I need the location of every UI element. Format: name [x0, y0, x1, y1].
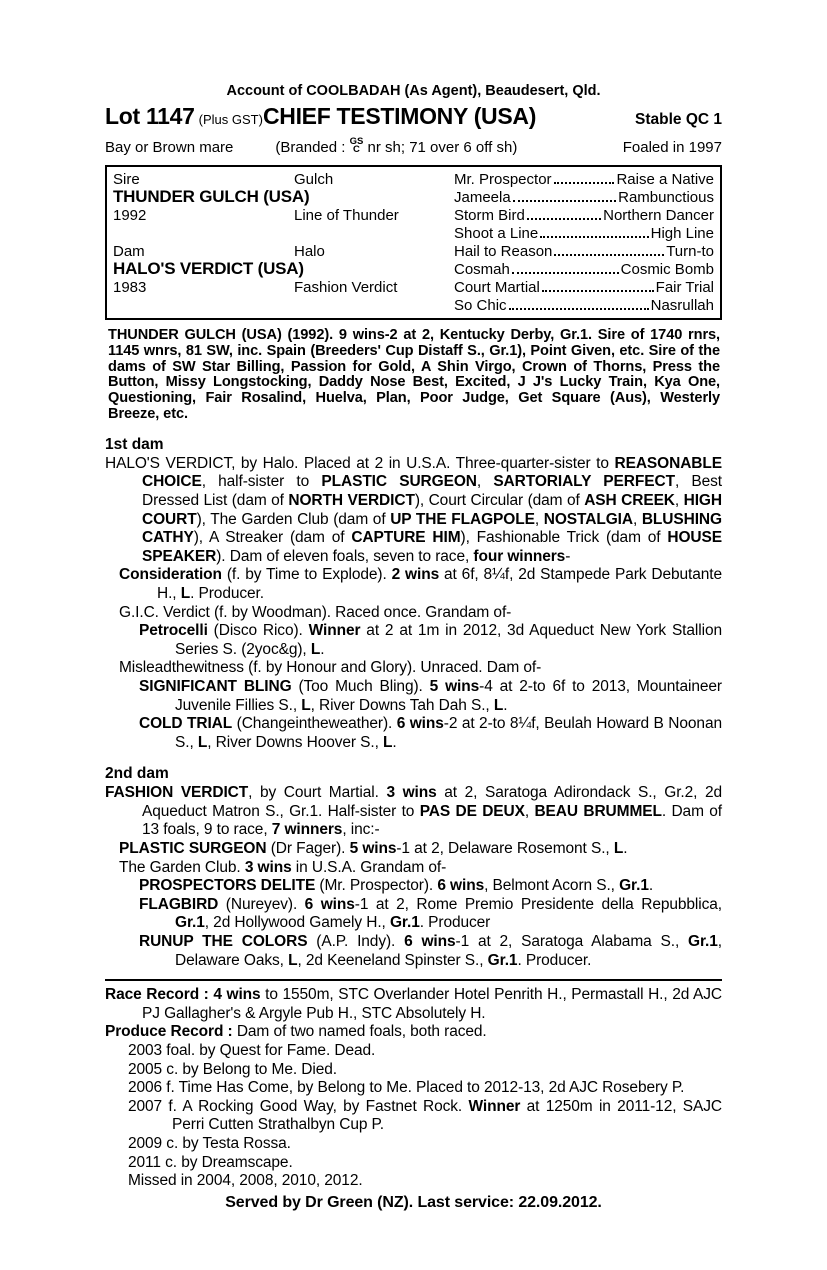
- bold-text: Petrocelli: [139, 622, 208, 640]
- paragraph: [105, 678, 722, 715]
- bold-text: 6 wins: [396, 715, 444, 733]
- text: 2011 c. by Dreamscape.: [128, 1153, 293, 1171]
- paragraph: [105, 715, 722, 752]
- ancestor-name: So Chic: [454, 296, 507, 314]
- text: , Belmont Acorn S.,: [484, 877, 620, 895]
- paragraph: [105, 1098, 722, 1135]
- text: -1 at 2, Rome Premio Presidente della Repubblica,: [354, 895, 722, 913]
- account-line: Account of COOLBADAH (As Agent), Beaudesert, Qld.: [226, 83, 601, 99]
- bold-text: 6 wins: [437, 877, 485, 895]
- paragraph: [105, 1194, 722, 1213]
- ancestor-name: Raise a Native: [616, 170, 714, 188]
- pedigree-ancestor-pair: [454, 297, 720, 314]
- text: ,: [524, 802, 535, 820]
- text: , half-sister to: [201, 473, 322, 491]
- bold-text: L: [310, 640, 321, 658]
- text: at 6f, 8¼f, 2d Stampede Park Debutante H.,: [157, 566, 722, 602]
- bold-text: SIGNIFICANT BLING: [139, 677, 292, 695]
- text: -1 at 2, Saratoga Alabama S.,: [455, 933, 689, 951]
- bold-text: four winners: [473, 547, 566, 565]
- text: , 2d Hollywood Gamely H.,: [204, 914, 390, 932]
- pedigree-ancestor-pair: [454, 225, 720, 242]
- text: ), Court Circular (dam of: [414, 491, 585, 509]
- pedigree-main-name: HALO'S VERDICT (USA): [113, 259, 304, 278]
- text: ), The Garden Club (dam of: [196, 510, 391, 528]
- text: 2009 c. by Testa Rossa.: [128, 1134, 291, 1152]
- bold-text: Gr.1: [389, 914, 420, 932]
- pedigree-ancestor-pair: [454, 279, 720, 296]
- text: . Producer: [419, 914, 491, 932]
- pedigree-label: 1992: [113, 206, 147, 224]
- bold-text: 2 wins: [391, 566, 440, 584]
- text: .: [648, 877, 654, 895]
- text: -: [565, 547, 571, 565]
- bold-text: NOSTALGIA: [543, 510, 633, 528]
- bold-text: 3 wins: [386, 784, 437, 802]
- dot-leader: [527, 218, 601, 220]
- text: at 2, Saratoga Adirondack S., Gr.2, 2d Aqueduct Matron S., Gr.1. Half-sister to: [142, 784, 723, 820]
- bold-text: SARTORIALY PERFECT: [493, 473, 675, 491]
- bold-text: CAPTURE HIM: [351, 529, 461, 547]
- pedigree-label: 1983: [113, 278, 147, 296]
- pedigree-row: [107, 188, 720, 206]
- text: (Disco Rico).: [207, 622, 309, 640]
- text: ,: [476, 473, 494, 491]
- pedigree-label: Sire: [113, 170, 140, 188]
- horse-name: CHIEF TESTIMONY (USA): [262, 103, 537, 129]
- ancestor-name: Court Martial: [454, 278, 540, 296]
- paragraph: [105, 1061, 722, 1080]
- ancestor-name: High Line: [650, 224, 714, 242]
- sire-summary: THUNDER GULCH (USA) (1992). 9 wins-2 at 2, Kentucky Derby, Gr.1. Sire of 1740 rnrs, 1145 wnrs, 81 SW, inc. Spain (Breeders' Cup Distaff S., Gr.1), Point Given, etc. Sire of the dams of SW Star Billing, Passion for Gold, A Shin Virgo, Crown of Thorns, Press the Button, Missy Longstocking, Daddy Nose Best, Excited, J J's Lucky Train, Kya One, Questioning, Fair Rosalind, Huelva, Plan, Poor Judge, Get Square (Aus), Westerly Breeze, etc.: [108, 327, 720, 422]
- paragraph: [105, 840, 722, 859]
- dot-leader: [540, 236, 648, 238]
- pedigree-parent-name: Gulch: [294, 170, 334, 188]
- text: 2003 foal. by Quest for Fame. Dead.: [128, 1042, 376, 1059]
- second-dam-body: [105, 784, 722, 970]
- paragraph: [105, 784, 722, 840]
- text: (Too Much Bling).: [291, 677, 430, 695]
- bold-text: Produce Record :: [105, 1023, 237, 1041]
- text: (Nureyev).: [218, 895, 305, 913]
- pedigree-ancestor-pair: [454, 171, 720, 188]
- text: (A.P. Indy).: [307, 933, 405, 951]
- ancestor-name: Fair Trial: [655, 278, 714, 296]
- bold-text: UP THE FLAGPOLE: [390, 510, 535, 528]
- bold-text: BEAU BRUMMEL: [534, 802, 662, 820]
- bold-text: PAS DE DEUX: [419, 802, 525, 820]
- text: .: [503, 696, 508, 714]
- paragraph: [105, 455, 722, 567]
- stable-code: Stable QC 1: [635, 111, 722, 128]
- bold-text: PROSPECTORS DELITE: [139, 877, 316, 895]
- pedigree-ancestor-pair: [454, 261, 720, 278]
- bold-text: L: [383, 733, 393, 751]
- text: Missed in 2004, 2008, 2010, 2012.: [128, 1172, 363, 1190]
- text: . Dam of 13 foals, 9 to race,: [142, 802, 722, 839]
- bold-text: L: [197, 733, 208, 751]
- dot-leader: [509, 308, 649, 310]
- pedigree-row: [107, 242, 720, 260]
- text: Misleadthewitness (f. by Honour and Glory). Unraced. Dam of-: [119, 659, 542, 677]
- bold-text: BLUSHING CATHY: [142, 510, 722, 547]
- bold-text: HIGH COURT: [142, 491, 722, 528]
- ancestor-name: Turn-to: [666, 242, 714, 260]
- text: ), A Streaker (dam of: [193, 529, 352, 547]
- text: HALO'S VERDICT, by Halo. Placed at 2 in U.S.A. Three-quarter-sister to: [105, 454, 615, 472]
- text: , 2d Keeneland Spinster S.,: [297, 951, 488, 969]
- text: G.I.C. Verdict (f. by Woodman). Raced once. Grandam of-: [119, 603, 512, 621]
- bold-text: ASH CREEK: [584, 491, 675, 509]
- first-dam-body: [105, 455, 722, 753]
- pedigree-table: [105, 165, 722, 320]
- pedigree-parent-name: Line of Thunder: [294, 206, 399, 224]
- bold-text: COLD TRIAL: [139, 715, 233, 733]
- dot-leader: [554, 182, 615, 184]
- colour-sex-description: Bay or Brown mare: [105, 139, 234, 156]
- bold-text: RUNUP THE COLORS: [139, 933, 308, 951]
- ancestor-name: Jameela: [454, 188, 511, 206]
- bold-text: L: [180, 584, 191, 602]
- bold-text: Gr.1: [688, 933, 718, 951]
- ancestor-name: Northern Dancer: [603, 206, 714, 224]
- bold-text: 3 wins: [244, 858, 292, 876]
- pedigree-label: Dam: [113, 242, 145, 260]
- text: , Delaware Oaks,: [175, 933, 722, 969]
- bold-text: Winner: [308, 622, 361, 640]
- text: (Dr Fager).: [266, 840, 350, 858]
- bold-text: Consideration: [119, 566, 222, 584]
- second-dam-heading: 2nd dam: [105, 765, 169, 783]
- bold-text: Race Record : 4 wins: [105, 986, 261, 1004]
- paragraph: [105, 896, 722, 933]
- foaled-year: Foaled in 1997: [622, 139, 722, 156]
- bold-text: L: [493, 696, 504, 714]
- paragraph: [105, 1135, 722, 1154]
- text: in U.S.A. Grandam of-: [291, 858, 447, 876]
- dot-leader: [513, 200, 616, 202]
- paragraph: [105, 604, 722, 623]
- bold-text: HOUSE SPEAKER: [142, 529, 722, 565]
- paragraph: [105, 859, 722, 878]
- lot-header: [105, 103, 722, 130]
- ancestor-name: Rambunctious: [618, 188, 714, 206]
- bold-text: 6 wins: [304, 895, 355, 913]
- text: .: [623, 840, 628, 858]
- text: The Garden Club.: [119, 858, 245, 876]
- text: to 1550m, STC Overlander Hotel Penrith H., Permastall H., 2d AJC PJ Gallagher's & Argyle Pub H., STC Absolutely H.: [142, 986, 722, 1022]
- paragraph: [105, 659, 722, 678]
- text: Dam of two named foals, both raced.: [236, 1023, 487, 1041]
- lot-number: Lot 1147: [105, 103, 195, 129]
- brand-bottom: C: [353, 144, 360, 155]
- paragraph: [105, 1023, 722, 1042]
- bold-text: L: [301, 696, 311, 714]
- text: , River Downs Tah Dah S.,: [310, 696, 494, 714]
- bold-text: NORTH VERDICT: [288, 491, 415, 509]
- text: (Mr. Prospector).: [315, 877, 438, 895]
- text: -4 at 2-to 6f to 2013, Mountaineer Juvenile Fillies S.,: [175, 677, 722, 714]
- bold-text: Served by Dr Green (NZ). Last service: 22.09.2012.: [225, 1193, 602, 1211]
- paragraph: [105, 1042, 722, 1061]
- pedigree-row: [107, 224, 720, 242]
- text: -2 at 2-to 8¼f, Beulah Howard B Noonan S.,: [175, 715, 722, 751]
- dot-leader: [554, 254, 664, 256]
- text: (Changeintheweather).: [232, 715, 397, 733]
- bold-text: FLAGBIRD: [139, 895, 219, 913]
- text: ), Fashionable Trick (dam of: [460, 529, 668, 547]
- paragraph: [105, 1172, 722, 1191]
- pedigree-ancestor-pair: [454, 243, 720, 260]
- text: . Producer.: [190, 584, 264, 602]
- paragraph: [105, 1079, 722, 1098]
- gst-note: (Plus GST): [198, 112, 263, 127]
- text: ,: [632, 510, 642, 528]
- ancestor-name: Cosmah: [454, 260, 510, 278]
- text: , inc:-: [342, 821, 380, 839]
- ancestor-name: Shoot a Line: [454, 224, 539, 242]
- text: . Producer.: [517, 951, 592, 969]
- bold-text: Gr.1: [619, 877, 649, 895]
- bold-text: 7 winners: [271, 821, 343, 839]
- pedigree-parent-name: Fashion Verdict: [294, 278, 398, 296]
- bold-text: PLASTIC SURGEON: [321, 473, 477, 491]
- pedigree-main-name: THUNDER GULCH (USA): [113, 187, 310, 206]
- pedigree-ancestor-pair: [454, 207, 720, 224]
- dot-leader: [542, 290, 654, 292]
- paragraph: [105, 566, 722, 603]
- text: -1 at 2, Delaware Rosemont S.,: [396, 840, 614, 858]
- first-dam-heading: 1st dam: [105, 435, 164, 453]
- ancestor-name: Storm Bird: [454, 206, 525, 224]
- bold-text: L: [288, 951, 298, 969]
- bold-text: 5 wins: [349, 840, 397, 858]
- bold-text: REASONABLE CHOICE: [142, 454, 722, 491]
- brand-suffix: nr sh; 71 over 6 off sh): [363, 139, 518, 156]
- bold-text: Winner: [468, 1097, 521, 1115]
- text: 2007 f. A Rocking Good Way, by Fastnet Rock.: [128, 1097, 469, 1115]
- text: (f. by Time to Explode).: [221, 566, 392, 584]
- pedigree-row: [107, 206, 720, 224]
- pedigree-row: [107, 296, 720, 314]
- divider-rule: [105, 979, 722, 981]
- paragraph: [105, 1154, 722, 1173]
- text: at 2 at 1m in 2012, 3d Aqueduct New York Stallion Series S. (2yoc&g),: [175, 622, 722, 658]
- dot-leader: [512, 272, 619, 274]
- ancestor-name: Cosmic Bomb: [620, 260, 714, 278]
- pedigree-row: [107, 278, 720, 296]
- paragraph: [105, 622, 722, 659]
- bold-text: FASHION VERDICT: [105, 784, 249, 802]
- text: .: [392, 733, 397, 751]
- description-line: [105, 138, 722, 156]
- bold-text: L: [613, 840, 624, 858]
- text: .: [320, 640, 325, 658]
- brand-mark: [350, 138, 364, 154]
- text: , Best Dressed List (dam of: [142, 473, 722, 509]
- brand-top: GS: [349, 136, 364, 147]
- pedigree-ancestor-pair: [454, 189, 720, 206]
- text: ). Dam of eleven foals, seven to race,: [216, 547, 474, 565]
- bold-text: PLASTIC SURGEON: [119, 840, 267, 858]
- record-body: [105, 986, 722, 1212]
- paragraph: [105, 933, 722, 970]
- ancestor-name: Hail to Reason: [454, 242, 553, 260]
- pedigree-row: [107, 170, 720, 188]
- bold-text: Gr.1: [175, 914, 205, 932]
- pedigree-parent-name: Halo: [294, 242, 325, 260]
- text: , River Downs Hoover S.,: [207, 733, 384, 751]
- text: ,: [674, 491, 684, 509]
- text: ,: [534, 510, 544, 528]
- brand-prefix: (Branded :: [275, 139, 350, 156]
- text: 2005 c. by Belong to Me. Died.: [128, 1060, 337, 1078]
- bold-text: Gr.1: [487, 951, 518, 969]
- paragraph: [105, 986, 722, 1023]
- bold-text: 5 wins: [429, 677, 480, 695]
- ancestor-name: Nasrullah: [650, 296, 714, 314]
- text: 2006 f. Time Has Come, by Belong to Me. Placed to 2012-13, 2d AJC Rosebery P.: [128, 1079, 685, 1097]
- paragraph: [105, 877, 722, 896]
- bold-text: 6 wins: [404, 933, 456, 951]
- ancestor-name: Mr. Prospector: [454, 170, 552, 188]
- brand-info: [275, 138, 517, 156]
- text: at 1250m in 2011-12, SAJC Perri Cutten Strathalbyn Cup P.: [172, 1097, 722, 1134]
- text: , by Court Martial.: [248, 784, 387, 802]
- pedigree-row: [107, 260, 720, 278]
